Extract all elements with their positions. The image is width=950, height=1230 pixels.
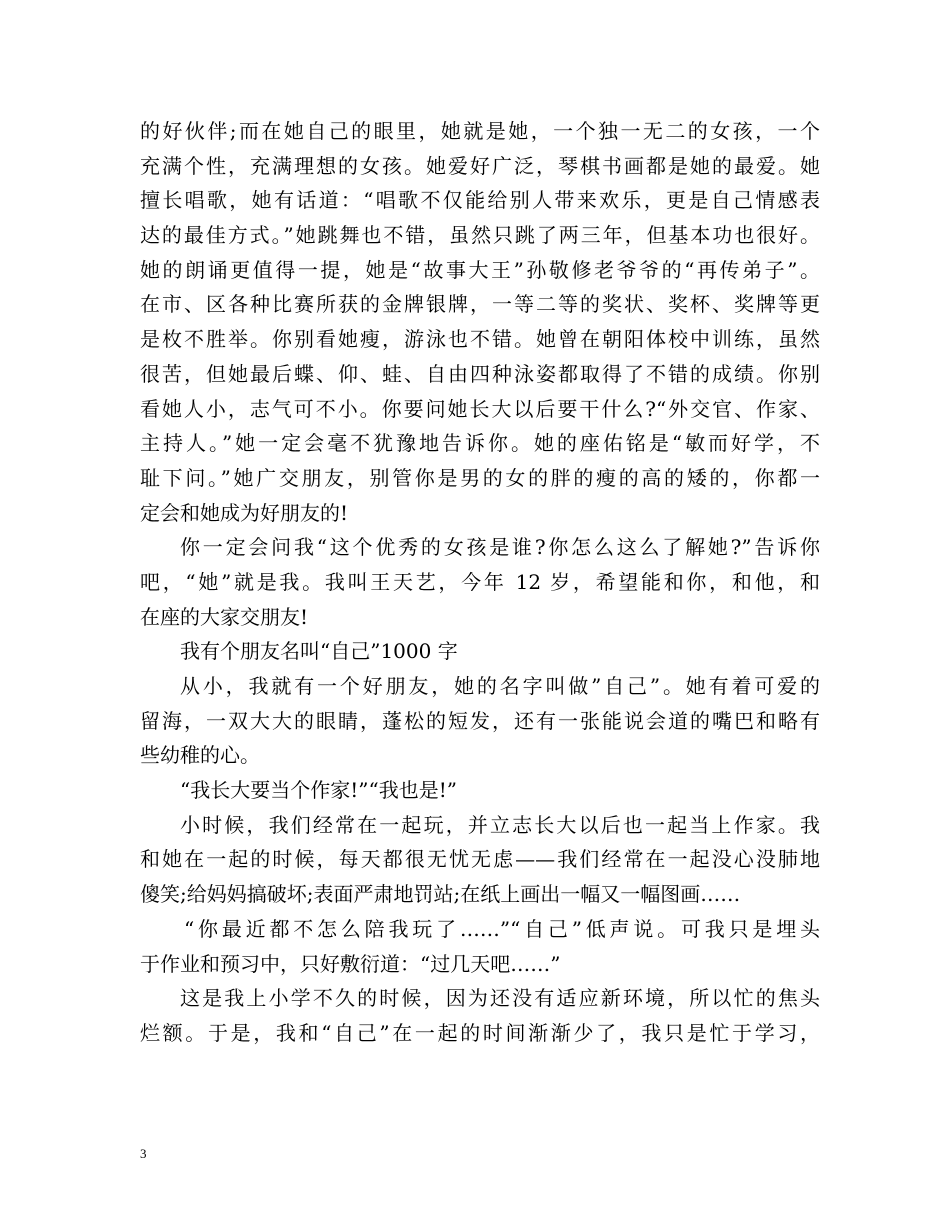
text-line: 擅长唱歌，她有话道：“唱歌不仅能给别人带来欢乐，更是自己情感表 bbox=[140, 188, 820, 213]
text-line: “我长大要当个作家!”“我也是!” bbox=[180, 778, 457, 803]
text-line: 小时候，我们经常在一起玩，并立志长大以后也一起当上作家。我 bbox=[180, 812, 820, 837]
text-line: 从小，我就有一个好朋友，她的名字叫做”自己”。她有着可爱的 bbox=[180, 674, 820, 698]
text-line: 在座的大家交朋友! bbox=[140, 604, 309, 629]
text-line: 很苦，但她最后蝶、仰、蛙、自由四种泳姿都取得了不错的成绩。你别 bbox=[140, 361, 820, 386]
text-line: 主持人。”她一定会毫不犹豫地告诉你。她的座佑铭是“敏而好学，不 bbox=[140, 431, 820, 456]
text-line: 在市、区各种比赛所获的金牌银牌，一等二等的奖状、奖杯、奖牌等更 bbox=[140, 292, 820, 317]
text-line: 于作业和预习中，只好敷衍道：“过几天吧……” bbox=[140, 951, 561, 976]
text-line: 烂额。于是，我和“自己”在一起的时间渐渐少了，我只是忙于学习， bbox=[140, 1020, 820, 1045]
text-line: 你一定会问我“这个优秀的女孩是谁?你怎么这么了解她?”告诉你 bbox=[180, 535, 820, 560]
text-line: 耻下问。”她广交朋友，别管你是男的女的胖的瘦的高的矮的，你都一 bbox=[140, 465, 820, 490]
text-line: 和她在一起的时候，每天都很无忧无虑——我们经常在一起没心没肺地 bbox=[140, 847, 820, 872]
text-line: 傻笑;给妈妈搞破坏;表面严肃地罚站;在纸上画出一幅又一幅图画…… bbox=[140, 882, 741, 907]
text-line: 的好伙伴;而在她自己的眼里，她就是她，一个独一无二的女孩，一个 bbox=[140, 119, 820, 143]
text-line: 定会和她成为好朋友的! bbox=[140, 500, 349, 525]
text-line: 是枚不胜举。你别看她瘦，游泳也不错。她曾在朝阳体校中训练，虽然 bbox=[140, 327, 820, 352]
text-line: 吧，“她”就是我。我叫王天艺，今年 12 岁，希望能和你，和他，和 bbox=[140, 569, 820, 594]
text-line: “你最近都不怎么陪我玩了……”“自己”低声说。可我只是埋头 bbox=[184, 916, 820, 941]
text-line: 看她人小，志气可不小。你要问她长大以后要干什么?“外交官、作家、 bbox=[140, 396, 820, 421]
body-text bbox=[140, 114, 820, 1051]
page-number: 3 bbox=[140, 1146, 147, 1161]
text-line: 些幼稚的心。 bbox=[140, 743, 260, 768]
text-line: 充满个性，充满理想的女孩。她爱好广泛，琴棋书画都是她的最爱。她 bbox=[140, 153, 820, 178]
text-line: 达的最佳方式。”她跳舞也不错，虽然只跳了两三年，但基本功也很好。 bbox=[140, 223, 820, 248]
section-heading: 我有个朋友名叫“自己”1000 字 bbox=[180, 639, 458, 664]
text-line: 留海，一双大大的眼睛，蓬松的短发，还有一张能说会道的嘴巴和略有 bbox=[140, 708, 820, 733]
text-line: 这是我上小学不久的时候，因为还没有适应新环境，所以忙的焦头 bbox=[180, 986, 820, 1011]
text-line: 她的朗诵更值得一提，她是“故事大王”孙敬修老爷爷的“再传弟子”。 bbox=[140, 257, 820, 282]
